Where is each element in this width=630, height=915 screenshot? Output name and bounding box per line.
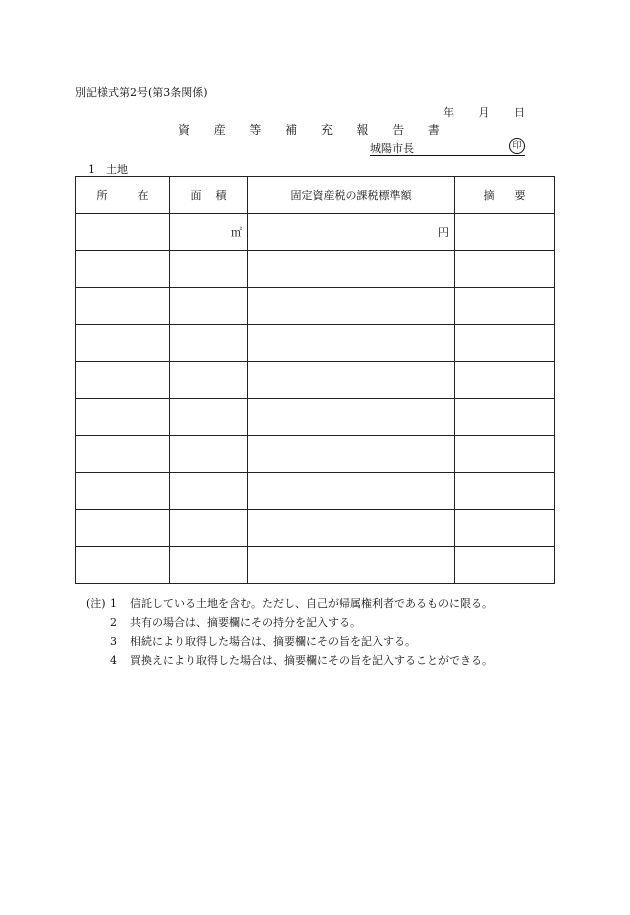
note-number: 2 xyxy=(110,616,117,629)
cell-remarks[interactable] xyxy=(455,399,555,436)
title-char: 書 xyxy=(427,123,440,137)
date-year: 年 xyxy=(443,106,454,119)
table-row xyxy=(76,214,555,251)
addressee-line xyxy=(370,138,525,156)
note-number: 1 xyxy=(110,597,117,610)
cell-tax-base[interactable] xyxy=(248,362,455,399)
table-row xyxy=(76,510,555,547)
notes-block xyxy=(86,594,493,670)
title-char: 等 xyxy=(249,123,262,137)
land-table xyxy=(75,176,555,584)
title-char: 報 xyxy=(356,123,369,137)
note-item xyxy=(86,632,493,651)
date-day: 日 xyxy=(514,106,525,119)
note-text: 共有の場合は、摘要欄にその持分を記入する。 xyxy=(130,616,361,629)
section-label: 1 土地 xyxy=(88,163,128,176)
cell-area[interactable] xyxy=(170,288,248,325)
cell-area[interactable] xyxy=(170,251,248,288)
cell-location[interactable] xyxy=(76,288,170,325)
cell-area[interactable] xyxy=(170,510,248,547)
title-char: 資 xyxy=(178,123,191,137)
area-unit: ㎡ xyxy=(231,226,242,239)
cell-tax-base[interactable] xyxy=(248,510,455,547)
table-row xyxy=(76,473,555,510)
cell-tax-base[interactable] xyxy=(248,325,455,362)
cell-tax-base[interactable] xyxy=(248,547,455,584)
addressee-name: 城陽市長 xyxy=(370,142,414,155)
cell-location[interactable] xyxy=(76,214,170,251)
table-row xyxy=(76,362,555,399)
table-row xyxy=(76,325,555,362)
seal-mark: 印 xyxy=(509,138,525,154)
notes-prefix: (注) xyxy=(86,597,106,610)
note-text: 買換えにより取得した場合は、摘要欄にその旨を記入することができる。 xyxy=(130,654,493,667)
cell-area[interactable] xyxy=(170,547,248,584)
date-line xyxy=(443,104,525,120)
cell-location[interactable] xyxy=(76,510,170,547)
cell-area[interactable] xyxy=(170,325,248,362)
yen-unit: 円 xyxy=(438,226,449,239)
cell-tax-base[interactable] xyxy=(248,436,455,473)
cell-location[interactable] xyxy=(76,399,170,436)
note-item xyxy=(86,651,493,670)
cell-remarks[interactable] xyxy=(455,510,555,547)
cell-location[interactable] xyxy=(76,473,170,510)
note-text: 信託している土地を含む。ただし、自己が帰属権利者であるものに限る。 xyxy=(130,597,493,610)
cell-remarks[interactable] xyxy=(455,473,555,510)
cell-area[interactable] xyxy=(170,473,248,510)
table-row xyxy=(76,288,555,325)
cell-remarks[interactable] xyxy=(455,251,555,288)
title-char: 充 xyxy=(320,123,333,137)
cell-tax-base[interactable] xyxy=(248,214,455,251)
table-row xyxy=(76,399,555,436)
date-month: 月 xyxy=(478,106,490,119)
cell-tax-base[interactable] xyxy=(248,473,455,510)
cell-location[interactable] xyxy=(76,436,170,473)
cell-location[interactable] xyxy=(76,251,170,288)
cell-location[interactable] xyxy=(76,547,170,584)
title-char: 産 xyxy=(213,123,226,137)
table-header-row xyxy=(76,177,555,214)
cell-remarks[interactable] xyxy=(455,214,555,251)
cell-location[interactable] xyxy=(76,325,170,362)
header-tax-base: 固定資産税の課税標準額 xyxy=(248,177,455,214)
header-area: 面 積 xyxy=(170,177,248,214)
cell-remarks[interactable] xyxy=(455,362,555,399)
cell-area[interactable] xyxy=(170,436,248,473)
table-row xyxy=(76,251,555,288)
cell-tax-base[interactable] xyxy=(248,251,455,288)
note-text: 相続により取得した場合は、摘要欄にその旨を記入する。 xyxy=(130,635,416,648)
title-char: 補 xyxy=(285,123,298,137)
header-location: 所 在 xyxy=(76,177,170,214)
cell-area[interactable] xyxy=(170,362,248,399)
header-remarks: 摘 要 xyxy=(455,177,555,214)
cell-remarks[interactable] xyxy=(455,547,555,584)
note-item xyxy=(86,613,493,632)
cell-remarks[interactable] xyxy=(455,288,555,325)
title-char: 告 xyxy=(392,123,405,137)
table-row xyxy=(76,436,555,473)
note-number: 4 xyxy=(110,654,117,667)
cell-remarks[interactable] xyxy=(455,436,555,473)
cell-tax-base[interactable] xyxy=(248,399,455,436)
note-number: 3 xyxy=(110,635,117,648)
note-item xyxy=(86,594,493,613)
form-label: 別記様式第2号(第3条関係) xyxy=(75,86,208,99)
cell-location[interactable] xyxy=(76,362,170,399)
cell-area[interactable] xyxy=(170,399,248,436)
table-row xyxy=(76,547,555,584)
cell-remarks[interactable] xyxy=(455,325,555,362)
cell-area[interactable] xyxy=(170,214,248,251)
document-title xyxy=(178,121,440,138)
cell-tax-base[interactable] xyxy=(248,288,455,325)
